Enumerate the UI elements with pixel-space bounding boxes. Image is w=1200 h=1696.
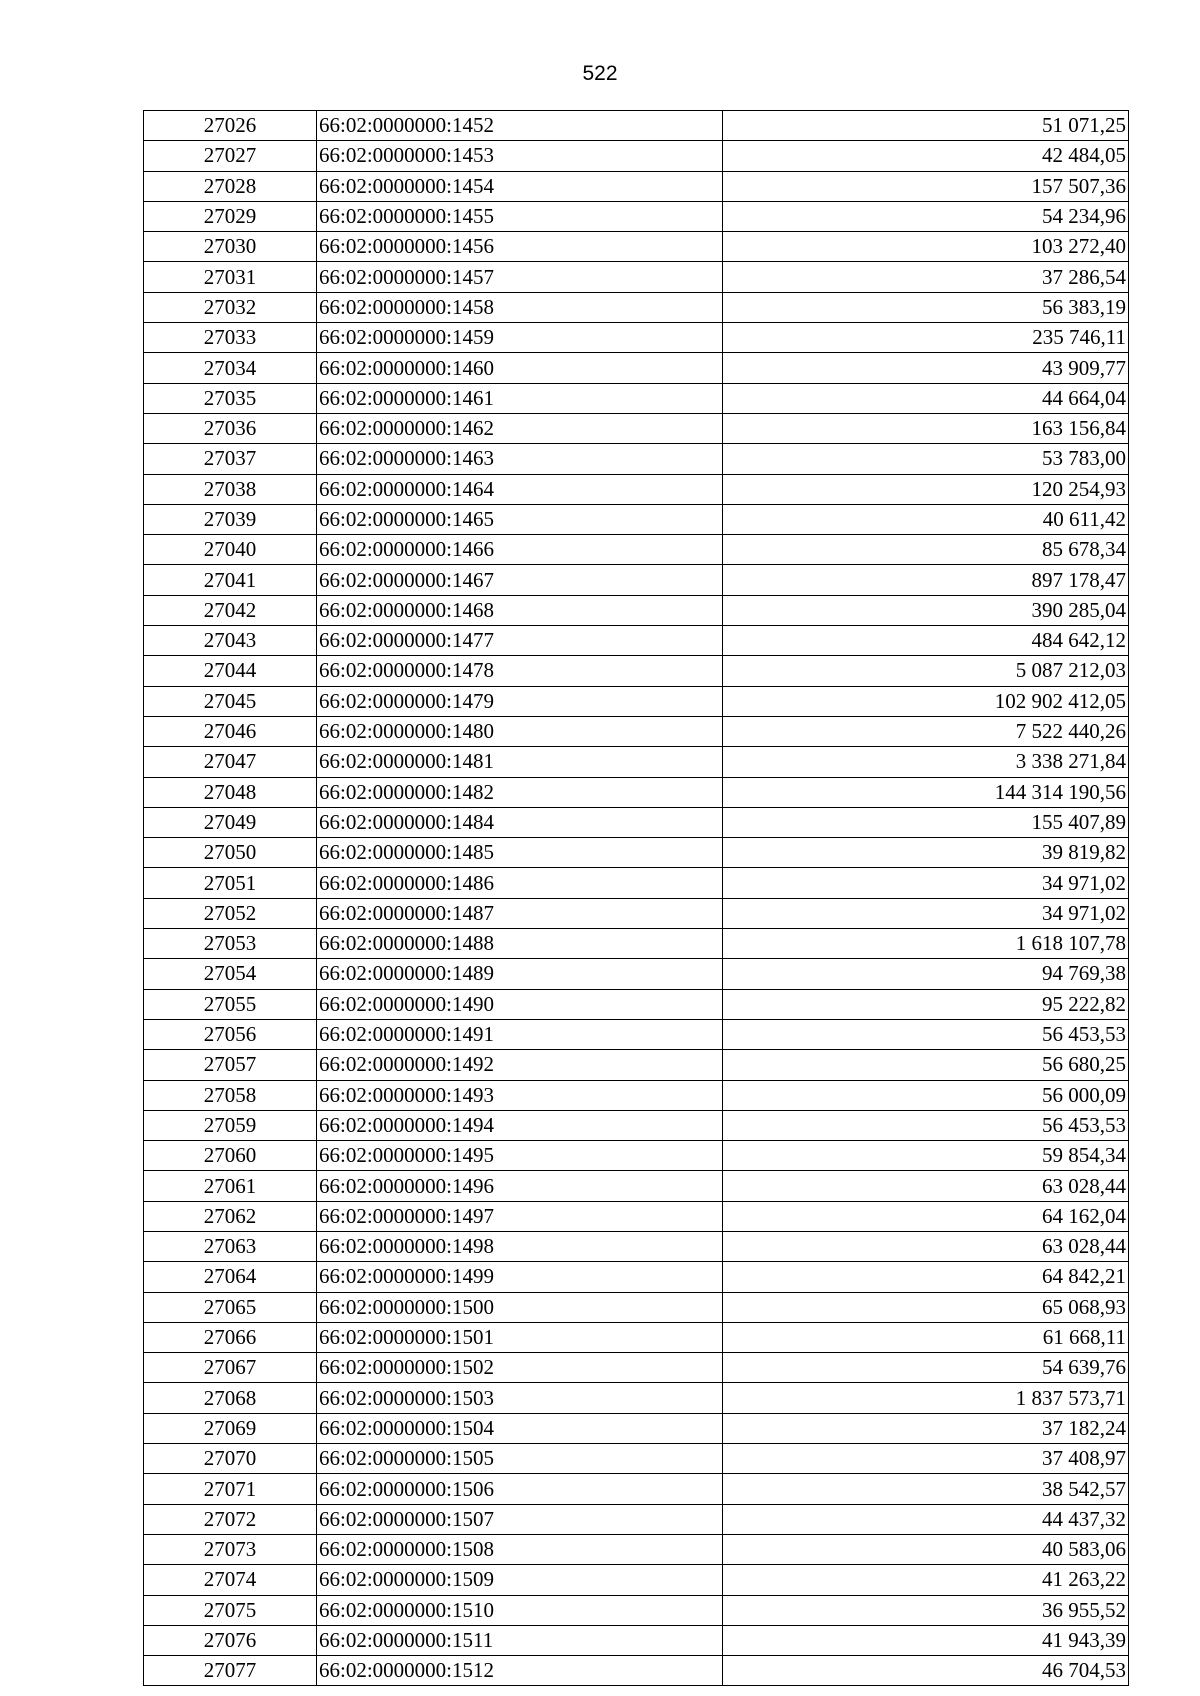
cadastral-value-table	[143, 110, 1129, 1686]
cadastral-value-cell: 46 704,53	[723, 1656, 1129, 1686]
table-row	[144, 444, 1129, 474]
cadastral-value-cell: 53 783,00	[723, 444, 1129, 474]
row-number-cell: 27034	[144, 353, 317, 383]
cadastral-value-cell: 34 971,02	[723, 868, 1129, 898]
row-number-cell: 27051	[144, 868, 317, 898]
cadastral-number-cell: 66:02:0000000:1494	[317, 1110, 723, 1140]
row-number-cell: 27060	[144, 1141, 317, 1171]
cadastral-value-cell: 94 769,38	[723, 959, 1129, 989]
cadastral-value-cell: 38 542,57	[723, 1474, 1129, 1504]
cadastral-value-cell: 1 837 573,71	[723, 1383, 1129, 1413]
table-row	[144, 1383, 1129, 1413]
cadastral-number-cell: 66:02:0000000:1495	[317, 1141, 723, 1171]
table-row	[144, 838, 1129, 868]
table-row	[144, 1565, 1129, 1595]
row-number-cell: 27053	[144, 929, 317, 959]
cadastral-number-cell: 66:02:0000000:1453	[317, 141, 723, 171]
cadastral-number-cell: 66:02:0000000:1490	[317, 989, 723, 1019]
row-number-cell: 27028	[144, 171, 317, 201]
table-row	[144, 1504, 1129, 1534]
table-row	[144, 656, 1129, 686]
cadastral-number-cell: 66:02:0000000:1489	[317, 959, 723, 989]
row-number-cell: 27027	[144, 141, 317, 171]
row-number-cell: 27046	[144, 716, 317, 746]
cadastral-number-cell: 66:02:0000000:1482	[317, 777, 723, 807]
cadastral-value-cell: 3 338 271,84	[723, 747, 1129, 777]
row-number-cell: 27058	[144, 1080, 317, 1110]
table-row	[144, 413, 1129, 443]
table-row	[144, 1201, 1129, 1231]
cadastral-value-cell: 102 902 412,05	[723, 686, 1129, 716]
table-row	[144, 929, 1129, 959]
table-row	[144, 989, 1129, 1019]
cadastral-number-cell: 66:02:0000000:1456	[317, 232, 723, 262]
table-row	[144, 868, 1129, 898]
row-number-cell: 27042	[144, 595, 317, 625]
row-number-cell: 27073	[144, 1534, 317, 1564]
cadastral-value-cell: 163 156,84	[723, 413, 1129, 443]
table-row	[144, 1050, 1129, 1080]
table-row	[144, 595, 1129, 625]
cadastral-value-cell: 54 234,96	[723, 201, 1129, 231]
row-number-cell: 27062	[144, 1201, 317, 1231]
cadastral-value-cell: 484 642,12	[723, 626, 1129, 656]
row-number-cell: 27030	[144, 232, 317, 262]
cadastral-value-cell: 59 854,34	[723, 1141, 1129, 1171]
row-number-cell: 27074	[144, 1565, 317, 1595]
cadastral-value-cell: 120 254,93	[723, 474, 1129, 504]
table-row	[144, 1625, 1129, 1655]
cadastral-value-cell: 1 618 107,78	[723, 929, 1129, 959]
row-number-cell: 27049	[144, 807, 317, 837]
table-row	[144, 626, 1129, 656]
cadastral-number-cell: 66:02:0000000:1484	[317, 807, 723, 837]
cadastral-number-cell: 66:02:0000000:1463	[317, 444, 723, 474]
row-number-cell: 27048	[144, 777, 317, 807]
cadastral-number-cell: 66:02:0000000:1503	[317, 1383, 723, 1413]
cadastral-number-cell: 66:02:0000000:1493	[317, 1080, 723, 1110]
cadastral-value-cell: 41 263,22	[723, 1565, 1129, 1595]
cadastral-number-cell: 66:02:0000000:1488	[317, 929, 723, 959]
cadastral-number-cell: 66:02:0000000:1500	[317, 1292, 723, 1322]
cadastral-number-cell: 66:02:0000000:1491	[317, 1019, 723, 1049]
table-row	[144, 1262, 1129, 1292]
cadastral-number-cell: 66:02:0000000:1454	[317, 171, 723, 201]
row-number-cell: 27055	[144, 989, 317, 1019]
table-row	[144, 1413, 1129, 1443]
table-row	[144, 716, 1129, 746]
cadastral-number-cell: 66:02:0000000:1502	[317, 1353, 723, 1383]
row-number-cell: 27075	[144, 1595, 317, 1625]
cadastral-number-cell: 66:02:0000000:1462	[317, 413, 723, 443]
cadastral-number-cell: 66:02:0000000:1501	[317, 1322, 723, 1352]
cadastral-number-cell: 66:02:0000000:1466	[317, 535, 723, 565]
row-number-cell: 27041	[144, 565, 317, 595]
cadastral-value-cell: 85 678,34	[723, 535, 1129, 565]
cadastral-value-cell: 235 746,11	[723, 323, 1129, 353]
table-row	[144, 201, 1129, 231]
cadastral-value-cell: 103 272,40	[723, 232, 1129, 262]
row-number-cell: 27056	[144, 1019, 317, 1049]
cadastral-number-cell: 66:02:0000000:1504	[317, 1413, 723, 1443]
cadastral-value-cell: 7 522 440,26	[723, 716, 1129, 746]
cadastral-value-cell: 63 028,44	[723, 1231, 1129, 1261]
cadastral-value-cell: 56 383,19	[723, 292, 1129, 322]
cadastral-value-cell: 37 408,97	[723, 1444, 1129, 1474]
cadastral-value-cell: 44 664,04	[723, 383, 1129, 413]
cadastral-value-cell: 54 639,76	[723, 1353, 1129, 1383]
row-number-cell: 27032	[144, 292, 317, 322]
table-row	[144, 323, 1129, 353]
row-number-cell: 27064	[144, 1262, 317, 1292]
cadastral-number-cell: 66:02:0000000:1499	[317, 1262, 723, 1292]
cadastral-number-cell: 66:02:0000000:1507	[317, 1504, 723, 1534]
cadastral-number-cell: 66:02:0000000:1464	[317, 474, 723, 504]
cadastral-value-cell: 40 611,42	[723, 504, 1129, 534]
table-row	[144, 1353, 1129, 1383]
row-number-cell: 27054	[144, 959, 317, 989]
cadastral-number-cell: 66:02:0000000:1457	[317, 262, 723, 292]
cadastral-value-cell: 37 182,24	[723, 1413, 1129, 1443]
table-row	[144, 171, 1129, 201]
cadastral-number-cell: 66:02:0000000:1460	[317, 353, 723, 383]
cadastral-number-cell: 66:02:0000000:1461	[317, 383, 723, 413]
cadastral-number-cell: 66:02:0000000:1478	[317, 656, 723, 686]
row-number-cell: 27057	[144, 1050, 317, 1080]
cadastral-value-cell: 95 222,82	[723, 989, 1129, 1019]
row-number-cell: 27068	[144, 1383, 317, 1413]
row-number-cell: 27038	[144, 474, 317, 504]
cadastral-value-cell: 41 943,39	[723, 1625, 1129, 1655]
table-row	[144, 807, 1129, 837]
cadastral-value-cell: 61 668,11	[723, 1322, 1129, 1352]
cadastral-number-cell: 66:02:0000000:1477	[317, 626, 723, 656]
row-number-cell: 27043	[144, 626, 317, 656]
table-row	[144, 1444, 1129, 1474]
table-row	[144, 959, 1129, 989]
row-number-cell: 27050	[144, 838, 317, 868]
table-row	[144, 383, 1129, 413]
cadastral-value-cell: 144 314 190,56	[723, 777, 1129, 807]
cadastral-number-cell: 66:02:0000000:1459	[317, 323, 723, 353]
cadastral-value-cell: 39 819,82	[723, 838, 1129, 868]
row-number-cell: 27035	[144, 383, 317, 413]
cadastral-number-cell: 66:02:0000000:1481	[317, 747, 723, 777]
cadastral-value-cell: 51 071,25	[723, 111, 1129, 141]
table-row	[144, 898, 1129, 928]
cadastral-value-cell: 36 955,52	[723, 1595, 1129, 1625]
row-number-cell: 27071	[144, 1474, 317, 1504]
table-row	[144, 504, 1129, 534]
row-number-cell: 27052	[144, 898, 317, 928]
row-number-cell: 27076	[144, 1625, 317, 1655]
table-row	[144, 353, 1129, 383]
row-number-cell: 27044	[144, 656, 317, 686]
cadastral-value-cell: 43 909,77	[723, 353, 1129, 383]
cadastral-value-cell: 65 068,93	[723, 1292, 1129, 1322]
cadastral-value-cell: 37 286,54	[723, 262, 1129, 292]
cadastral-value-cell: 5 087 212,03	[723, 656, 1129, 686]
table-row	[144, 535, 1129, 565]
table-body	[144, 111, 1129, 1686]
table-row	[144, 111, 1129, 141]
cadastral-number-cell: 66:02:0000000:1468	[317, 595, 723, 625]
cadastral-value-cell: 64 162,04	[723, 1201, 1129, 1231]
cadastral-number-cell: 66:02:0000000:1510	[317, 1595, 723, 1625]
table-row	[144, 565, 1129, 595]
cadastral-value-cell: 56 000,09	[723, 1080, 1129, 1110]
page-number: 522	[582, 62, 618, 85]
cadastral-number-cell: 66:02:0000000:1480	[317, 716, 723, 746]
cadastral-number-cell: 66:02:0000000:1498	[317, 1231, 723, 1261]
row-number-cell: 27039	[144, 504, 317, 534]
row-number-cell: 27069	[144, 1413, 317, 1443]
row-number-cell: 27067	[144, 1353, 317, 1383]
cadastral-number-cell: 66:02:0000000:1508	[317, 1534, 723, 1564]
cadastral-value-cell: 44 437,32	[723, 1504, 1129, 1534]
row-number-cell: 27061	[144, 1171, 317, 1201]
table-row	[144, 262, 1129, 292]
cadastral-number-cell: 66:02:0000000:1479	[317, 686, 723, 716]
cadastral-number-cell: 66:02:0000000:1496	[317, 1171, 723, 1201]
cadastral-value-cell: 897 178,47	[723, 565, 1129, 595]
cadastral-value-cell: 157 507,36	[723, 171, 1129, 201]
row-number-cell: 27029	[144, 201, 317, 231]
cadastral-number-cell: 66:02:0000000:1458	[317, 292, 723, 322]
cadastral-number-cell: 66:02:0000000:1486	[317, 868, 723, 898]
row-number-cell: 27072	[144, 1504, 317, 1534]
row-number-cell: 27031	[144, 262, 317, 292]
cadastral-number-cell: 66:02:0000000:1465	[317, 504, 723, 534]
table-row	[144, 474, 1129, 504]
row-number-cell: 27059	[144, 1110, 317, 1140]
row-number-cell: 27063	[144, 1231, 317, 1261]
table-row	[144, 777, 1129, 807]
table-row	[144, 1171, 1129, 1201]
row-number-cell: 27037	[144, 444, 317, 474]
cadastral-value-cell: 34 971,02	[723, 898, 1129, 928]
row-number-cell: 27047	[144, 747, 317, 777]
row-number-cell: 27070	[144, 1444, 317, 1474]
cadastral-number-cell: 66:02:0000000:1509	[317, 1565, 723, 1595]
row-number-cell: 27040	[144, 535, 317, 565]
row-number-cell: 27077	[144, 1656, 317, 1686]
cadastral-number-cell: 66:02:0000000:1455	[317, 201, 723, 231]
table-row	[144, 1019, 1129, 1049]
row-number-cell: 27026	[144, 111, 317, 141]
table-row	[144, 686, 1129, 716]
cadastral-value-cell: 63 028,44	[723, 1171, 1129, 1201]
row-number-cell: 27066	[144, 1322, 317, 1352]
cadastral-value-cell: 40 583,06	[723, 1534, 1129, 1564]
table-row	[144, 232, 1129, 262]
table-row	[144, 1595, 1129, 1625]
cadastral-value-cell: 64 842,21	[723, 1262, 1129, 1292]
row-number-cell: 27045	[144, 686, 317, 716]
table-row	[144, 1534, 1129, 1564]
row-number-cell: 27065	[144, 1292, 317, 1322]
cadastral-value-cell: 56 680,25	[723, 1050, 1129, 1080]
cadastral-value-cell: 390 285,04	[723, 595, 1129, 625]
table-row	[144, 141, 1129, 171]
table-row	[144, 1292, 1129, 1322]
cadastral-number-cell: 66:02:0000000:1492	[317, 1050, 723, 1080]
table-row	[144, 1141, 1129, 1171]
table-row	[144, 1474, 1129, 1504]
cadastral-number-cell: 66:02:0000000:1505	[317, 1444, 723, 1474]
cadastral-value-cell: 42 484,05	[723, 141, 1129, 171]
table-row	[144, 747, 1129, 777]
table-row	[144, 1110, 1129, 1140]
cadastral-number-cell: 66:02:0000000:1487	[317, 898, 723, 928]
cadastral-number-cell: 66:02:0000000:1506	[317, 1474, 723, 1504]
cadastral-number-cell: 66:02:0000000:1452	[317, 111, 723, 141]
table-row	[144, 292, 1129, 322]
cadastral-number-cell: 66:02:0000000:1511	[317, 1625, 723, 1655]
cadastral-number-cell: 66:02:0000000:1497	[317, 1201, 723, 1231]
table-row	[144, 1322, 1129, 1352]
table-row	[144, 1080, 1129, 1110]
row-number-cell: 27036	[144, 413, 317, 443]
cadastral-value-cell: 155 407,89	[723, 807, 1129, 837]
row-number-cell: 27033	[144, 323, 317, 353]
table-row	[144, 1656, 1129, 1686]
cadastral-number-cell: 66:02:0000000:1485	[317, 838, 723, 868]
cadastral-value-cell: 56 453,53	[723, 1110, 1129, 1140]
cadastral-number-cell: 66:02:0000000:1512	[317, 1656, 723, 1686]
cadastral-value-cell: 56 453,53	[723, 1019, 1129, 1049]
cadastral-number-cell: 66:02:0000000:1467	[317, 565, 723, 595]
table-row	[144, 1231, 1129, 1261]
